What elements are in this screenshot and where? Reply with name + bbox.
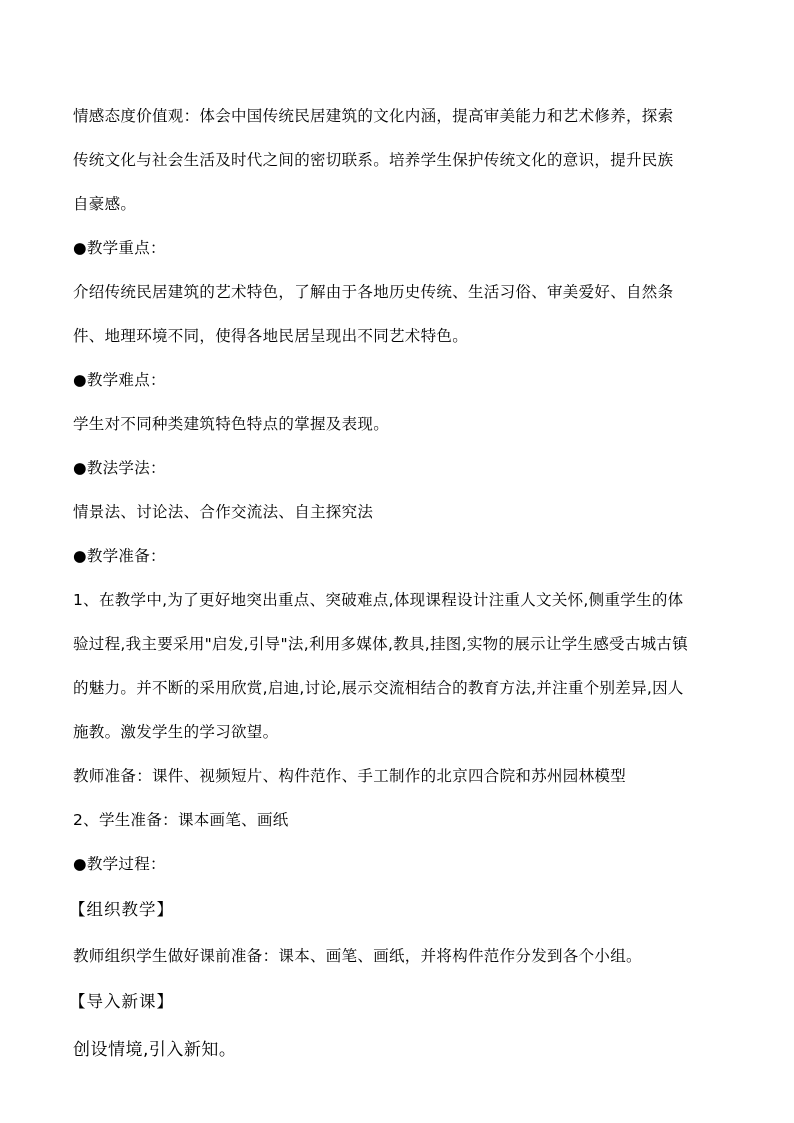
- paragraph-values-line-2: 传统文化与社会生活及时代之间的密切联系。培养学生保护传统文化的意识，提升民族: [73, 151, 674, 169]
- paragraph-preparation-line-1: 1、在教学中,为了更好地突出重点、突破难点,体现课程设计注重人文关怀,侧重学生的体: [73, 591, 684, 609]
- paragraph-organize: 教师组织学生做好课前准备：课本、画笔、画纸，并将构件范作分发到各个小组。: [73, 947, 642, 965]
- paragraph-preparation-line-2: 验过程,我主要采用"启发,引导"法,利用多媒体,教具,挂图,实物的展示让学生感受古城古镇: [73, 635, 689, 653]
- paragraph-preparation-line-3: 的魅力。并不断的采用欣赏,启迪,讨论,展示交流相结合的教育方法,并注重个别差异,因人: [73, 679, 684, 697]
- paragraph-values-line-1: 情感态度价值观：体会中国传统民居建筑的文化内涵，提高审美能力和艺术修养，探索: [73, 107, 674, 125]
- section-title-organize: 【组织教学】: [69, 900, 174, 919]
- paragraph-difficult-points: 学生对不同种类建筑特色特点的掌握及表现。: [73, 415, 390, 433]
- heading-teaching-methods: ●教法学法：: [73, 459, 166, 477]
- paragraph-teaching-methods: 情景法、讨论法、合作交流法、自主探究法: [73, 503, 374, 521]
- paragraph-introduction: 创设情境,引入新知。: [73, 1040, 237, 1060]
- heading-key-points: ●教学重点：: [73, 239, 166, 257]
- section-title-introduction: 【导入新课】: [69, 992, 174, 1011]
- paragraph-student-preparation: 2、学生准备：课本画笔、画纸: [73, 811, 289, 829]
- paragraph-teacher-preparation: 教师准备：课件、视频短片、构件范作、手工制作的北京四合院和苏州园林模型: [73, 767, 627, 785]
- document-body: [69, 98, 733, 1070]
- paragraph-key-points-line-2: 件、地理环境不同，使得各地民居呈现出不同艺术特色。: [73, 327, 469, 345]
- paragraph-key-points-line-1: 介绍传统民居建筑的艺术特色，了解由于各地历史传统、生活习俗、审美爱好、自然条: [73, 283, 674, 301]
- heading-teaching-preparation: ●教学准备：: [73, 547, 166, 565]
- paragraph-preparation-line-4: 施教。激发学生的学习欲望。: [73, 723, 279, 741]
- paragraph-values-line-3: 自豪感。: [73, 195, 137, 213]
- heading-teaching-process: ●教学过程：: [73, 855, 166, 873]
- heading-difficult-points: ●教学难点：: [73, 371, 166, 389]
